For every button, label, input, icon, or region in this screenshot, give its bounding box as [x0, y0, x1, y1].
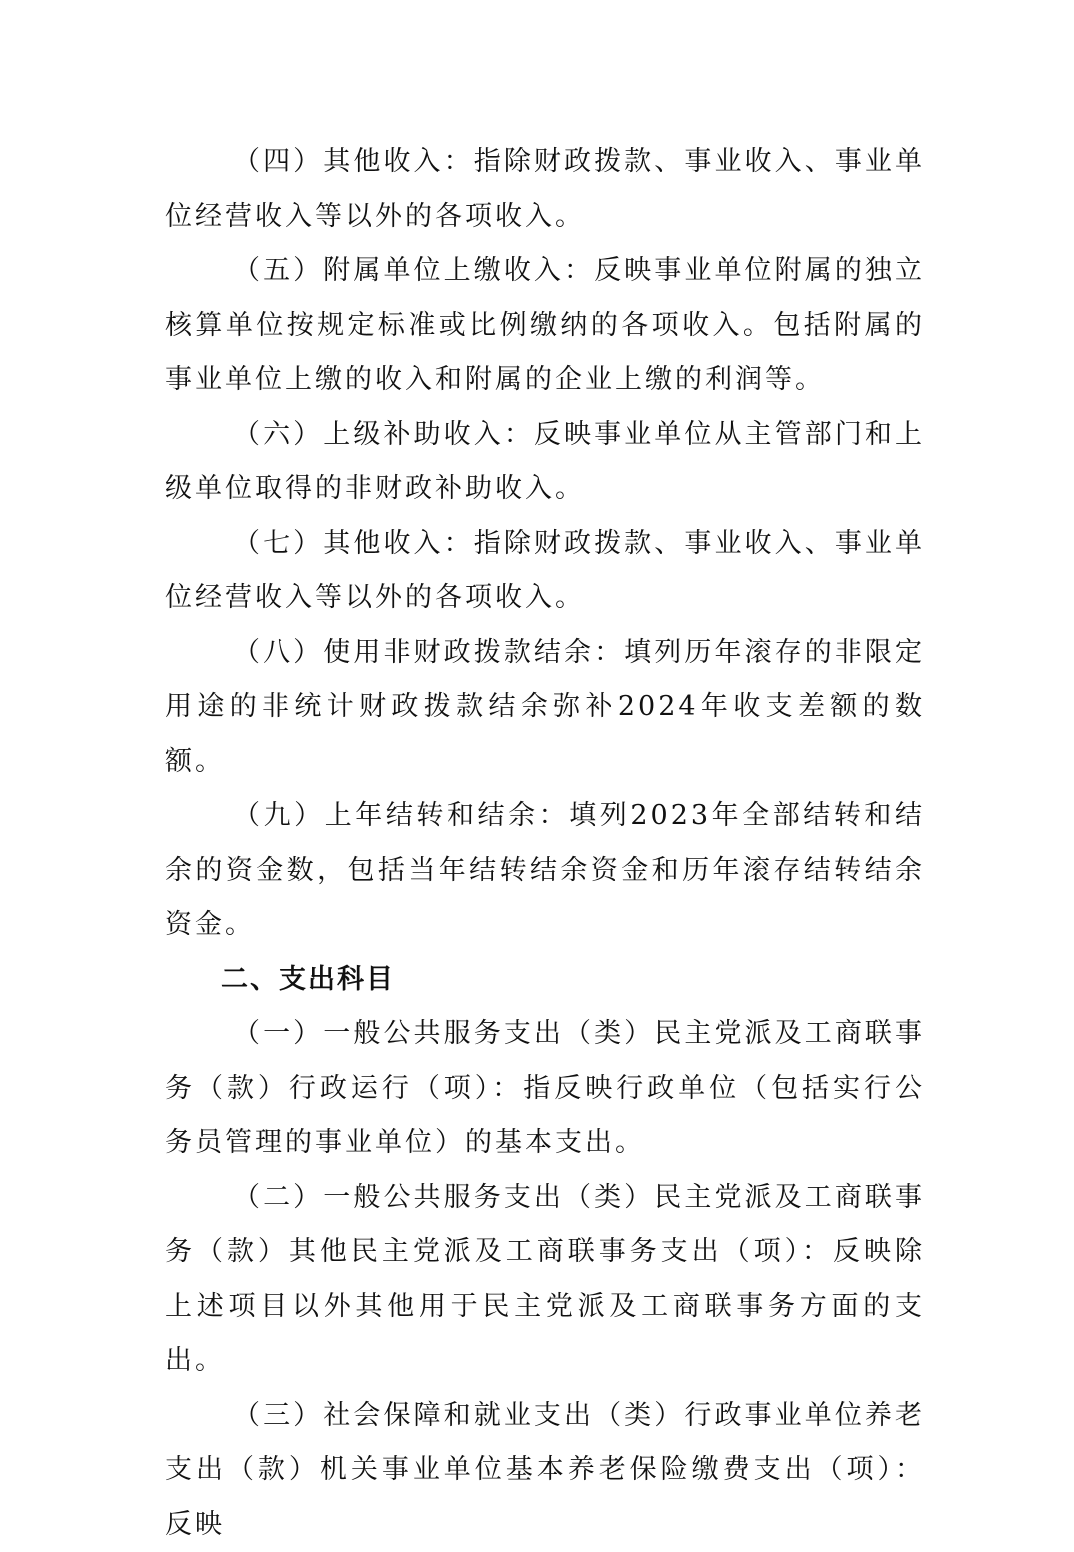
- paragraph-other-income: （四）其他收入：指除财政拨款、事业收入、事业单位经营收入等以外的各项收入。: [165, 135, 925, 244]
- section-heading-expenditure: 二、支出科目: [165, 953, 925, 1008]
- paragraph-admin-operation: （一）一般公共服务支出（类）民主党派及工商联事务（款）行政运行（项）：指反映行政单位（包括实行公务员管理的事业单位）的基本支出。: [165, 1007, 925, 1171]
- paragraph-superior-subsidy: （六）上级补助收入：反映事业单位从主管部门和上级单位取得的非财政补助收入。: [165, 408, 925, 517]
- document-body: [165, 135, 925, 1552]
- paragraph-non-fiscal-balance: （八）使用非财政拨款结余：填列历年滚存的非限定用途的非统计财政拨款结余弥补2024年收支差额的数额。: [165, 626, 925, 790]
- paragraph-social-security: （三）社会保障和就业支出（类）行政事业单位养老支出（款）机关事业单位基本养老保险缴费支出（项）：反映: [165, 1389, 925, 1552]
- paragraph-other-party-affairs: （二）一般公共服务支出（类）民主党派及工商联事务（款）其他民主党派及工商联事务支出（项）：反映除上述项目以外其他用于民主党派及工商联事务方面的支出。: [165, 1171, 925, 1389]
- paragraph-affiliated-income: （五）附属单位上缴收入：反映事业单位附属的独立核算单位按规定标准或比例缴纳的各项收入。包括附属的事业单位上缴的收入和附属的企业上缴的利润等。: [165, 244, 925, 408]
- paragraph-carryover-balance: （九）上年结转和结余：填列2023年全部结转和结余的资金数，包括当年结转结余资金和历年滚存结转结余资金。: [165, 789, 925, 953]
- paragraph-other-income-2: （七）其他收入：指除财政拨款、事业收入、事业单位经营收入等以外的各项收入。: [165, 517, 925, 626]
